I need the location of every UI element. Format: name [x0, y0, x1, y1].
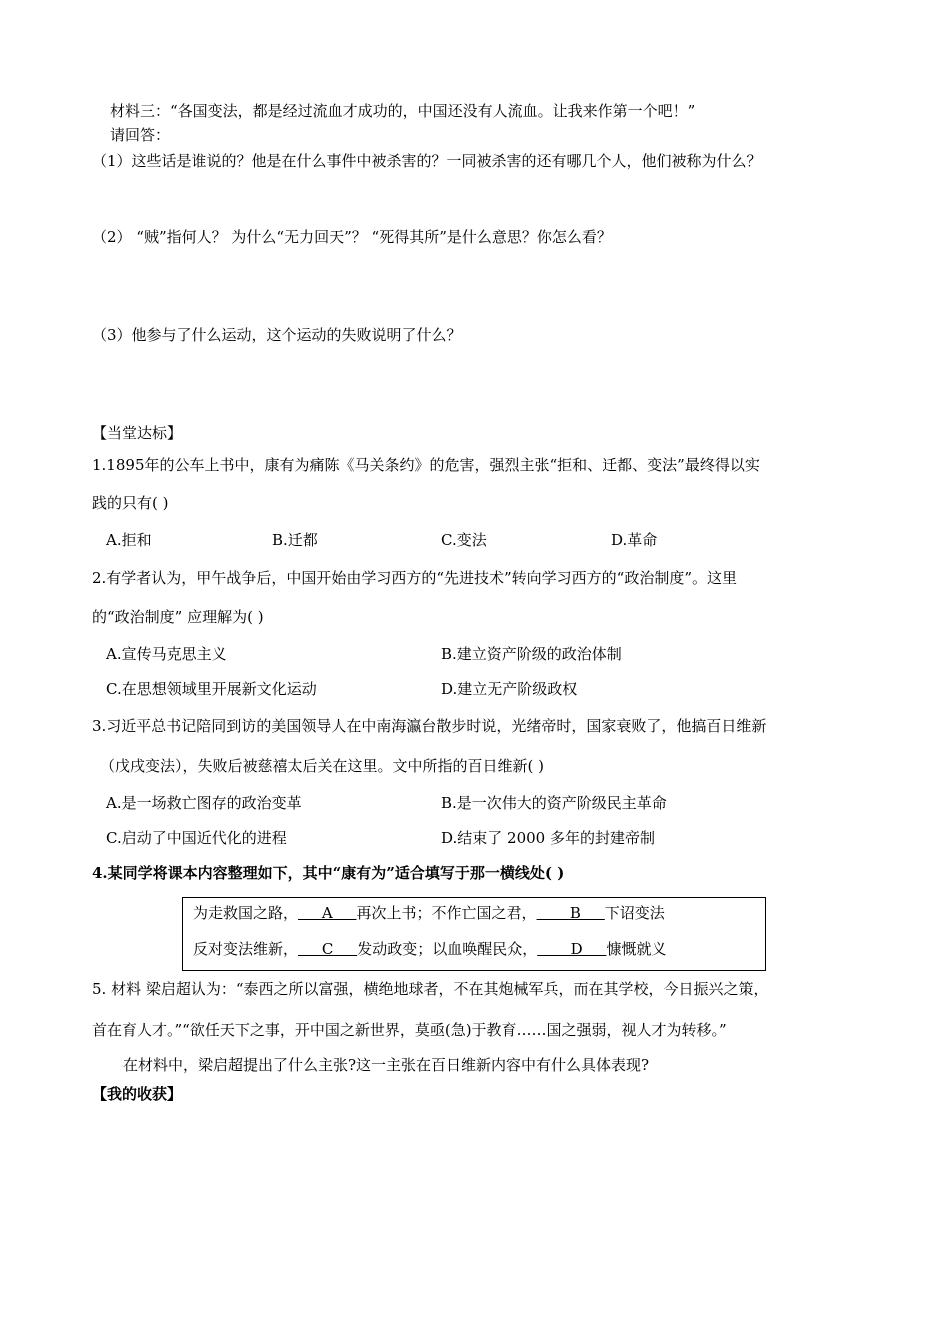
section-title-practice: 【当堂达标】: [92, 424, 183, 442]
item-1-option-d[interactable]: D.革命: [611, 531, 658, 549]
item-2-stem-line-1: 2.有学者认为，甲午战争后，中国开始由学习西方的“先进技术”转向学习西方的“政治制度”。这里: [92, 569, 737, 587]
question-3: （3）他参与了什么运动，这个运动的失败说明了什么？: [92, 326, 462, 344]
item-1-stem-line-1: 1.1895年的公车上书中，康有为痛陈《马关条约》的危害，强烈主张“拒和、迁都、变法”最终得以实: [92, 456, 760, 474]
item-2-option-b[interactable]: B.建立资产阶级的政治体制: [441, 645, 622, 663]
item-1-stem-line-2: 践的只有( ): [92, 494, 169, 512]
item-5-question: 在材料中，梁启超提出了什么主张?这一主张在百日维新内容中有什么具体表现?: [123, 1056, 650, 1074]
item-5-material-line-2: 首在育人才。”“欲任天下之事，开中国之新世界，莫亟(急)于教育……国之强弱，视人才为转移。”: [92, 1021, 727, 1039]
row-1-text-3: 下诏变法: [604, 904, 665, 922]
item-1-option-a[interactable]: A.拒和: [106, 531, 152, 549]
blank-d: D: [537, 940, 607, 958]
item-3-option-a[interactable]: A.是一场救亡图存的政治变革: [106, 794, 302, 812]
item-3-option-d[interactable]: D.结束了 2000 多年的封建帝制: [441, 829, 655, 847]
blank-c: C: [298, 940, 358, 958]
blank-a: A: [298, 904, 357, 922]
section-title-harvest: 【我的收获】: [92, 1085, 183, 1103]
item-1-option-c[interactable]: C.变法: [441, 531, 487, 549]
item-3-stem-line-2: （戊戌变法），失败后被慈禧太后关在这里。文中所指的百日维新( ): [100, 757, 544, 775]
please-answer: 请回答：: [110, 126, 171, 144]
row-1-text-1: 为走救国之路，: [193, 904, 299, 922]
row-1-text-2: 再次上书；不作亡国之君，: [356, 904, 537, 922]
item-2-stem-line-2: 的“政治制度” 应理解为( ): [92, 608, 264, 626]
item-3-option-b[interactable]: B.是一次伟大的资产阶级民主革命: [441, 794, 667, 812]
question-2: （2） “贼”指何人？ 为什么“无力回天”？ “死得其所”是什么意思？你怎么看？: [92, 228, 612, 246]
item-2-option-c[interactable]: C.在思想领域里开展新文化运动: [106, 680, 317, 698]
question-1: （1）这些话是谁说的？他是在什么事件中被杀害的？一同被杀害的还有哪几个人，他们被称为什么？: [92, 152, 762, 170]
row-2-text-3: 慷慨就义: [606, 940, 667, 958]
row-2-text-2: 发动政变；以血唤醒民众，: [357, 940, 538, 958]
blank-b: B: [536, 904, 605, 922]
material-3-quote: 材料三：“各国变法，都是经过流血才成功的，中国还没有人流血。让我来作第一个吧！”: [110, 102, 696, 120]
item-3-stem-line-1: 3.习近平总书记陪同到访的美国领导人在中南海瀛台散步时说，光绪帝时，国家衰败了，他搞百日维新: [92, 717, 767, 735]
summary-row-1: [193, 903, 665, 923]
item-2-option-d[interactable]: D.建立无产阶级政权: [441, 680, 578, 698]
item-3-option-c[interactable]: C.启动了中国近代化的进程: [106, 829, 287, 847]
row-2-text-1: 反对变法维新，: [193, 940, 299, 958]
item-4-stem: 4.某同学将课本内容整理如下，其中“康有为”适合填写于那一横线处( ): [92, 864, 565, 882]
item-4-summary-box: [182, 897, 766, 971]
item-1-option-b[interactable]: B.迁都: [272, 531, 318, 549]
summary-row-2: [193, 939, 666, 959]
item-5-material-line-1: 5. 材料 梁启超认为：“泰西之所以富强，横绝地球者，不在其炮械军兵，而在其学校，今日振兴之策，: [92, 980, 769, 998]
item-2-option-a[interactable]: A.宣传马克思主义: [106, 645, 227, 663]
